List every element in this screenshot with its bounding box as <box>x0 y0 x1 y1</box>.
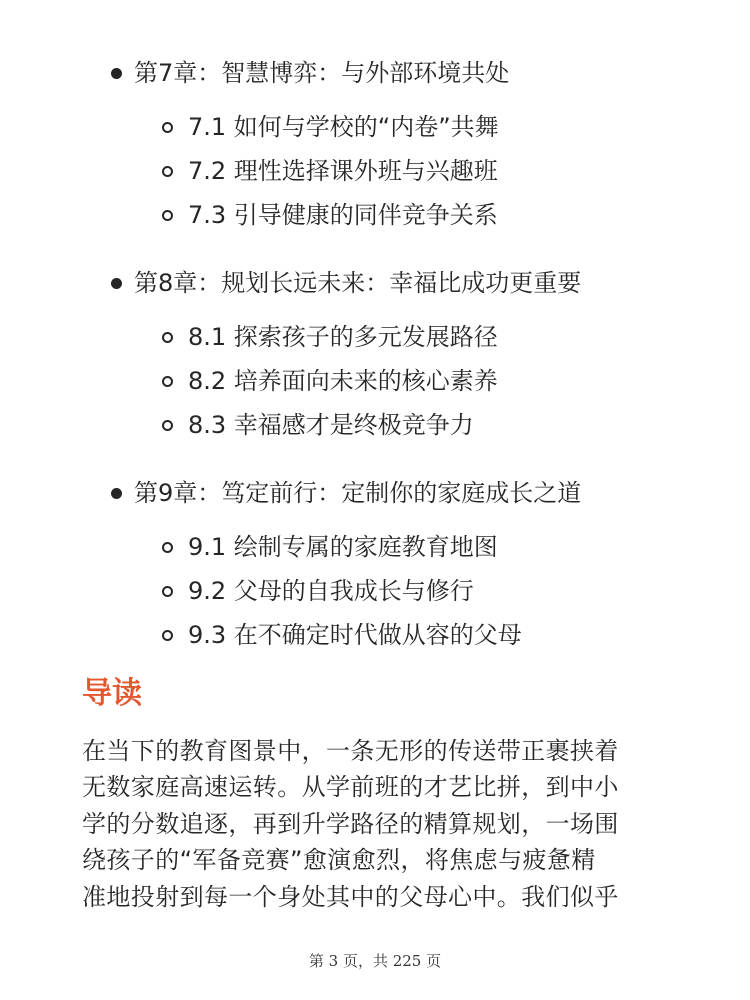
section-item <box>0 404 750 448</box>
section-title: 8.3 幸福感才是终极竞争力 <box>188 411 474 439</box>
paragraph-line: 学的分数追逐，再到升学路径的精算规划，一场围 <box>82 809 619 838</box>
section-title: 8.2 培养面向未来的核心素养 <box>188 367 498 395</box>
section-item <box>0 150 750 194</box>
hollow-bullet-icon <box>162 166 173 177</box>
hollow-bullet-icon <box>162 420 173 431</box>
chapter-item <box>0 470 750 516</box>
section-title: 7.1 如何与学校的“内卷”共舞 <box>188 113 499 141</box>
chapter-block-7 <box>0 50 750 238</box>
filled-bullet-icon <box>111 278 122 289</box>
section-item <box>0 526 750 570</box>
section-title: 7.3 引导健康的同伴竞争关系 <box>188 201 498 229</box>
section-item <box>0 316 750 360</box>
intro-heading: 导读 <box>82 676 142 711</box>
hollow-bullet-icon <box>162 376 173 387</box>
filled-bullet-icon <box>111 488 122 499</box>
section-title: 9.3 在不确定时代做从容的父母 <box>188 621 522 649</box>
intro-paragraph <box>82 733 682 915</box>
chapter-item <box>0 260 750 306</box>
chapter-title: 第9章：笃定前行：定制你的家庭成长之道 <box>134 479 582 507</box>
hollow-bullet-icon <box>162 630 173 641</box>
section-title: 7.2 理性选择课外班与兴趣班 <box>188 157 498 185</box>
section-item <box>0 570 750 614</box>
hollow-bullet-icon <box>162 210 173 221</box>
paragraph-line: 绕孩子的“军备竞赛”愈演愈烈，将焦虑与疲惫精 <box>82 846 596 875</box>
section-title: 9.2 父母的自我成长与修行 <box>188 577 474 605</box>
section-item <box>0 614 750 658</box>
hollow-bullet-icon <box>162 332 173 343</box>
section-title: 9.1 绘制专属的家庭教育地图 <box>188 533 498 561</box>
chapter-title: 第7章：智慧博弈：与外部环境共处 <box>134 59 510 87</box>
hollow-bullet-icon <box>162 542 173 553</box>
chapter-block-9 <box>0 470 750 658</box>
page-number-footer: 第 3 页，共 225 页 <box>308 952 442 970</box>
section-item <box>0 194 750 238</box>
hollow-bullet-icon <box>162 122 173 133</box>
section-item <box>0 360 750 404</box>
paragraph-line: 在当下的教育图景中，一条无形的传送带正裹挟着 <box>82 737 619 765</box>
table-of-contents <box>0 50 750 680</box>
section-title: 8.1 探索孩子的多元发展路径 <box>188 323 498 351</box>
chapter-block-8 <box>0 260 750 448</box>
filled-bullet-icon <box>111 68 122 79</box>
paragraph-line: 准地投射到每一个身处其中的父母心中。我们似乎 <box>82 882 619 911</box>
paragraph-line: 无数家庭高速运转。从学前班的才艺比拼，到中小 <box>82 773 619 802</box>
chapter-item <box>0 50 750 96</box>
chapter-title: 第8章：规划长远未来：幸福比成功更重要 <box>134 269 582 297</box>
hollow-bullet-icon <box>162 586 173 597</box>
section-item <box>0 106 750 150</box>
